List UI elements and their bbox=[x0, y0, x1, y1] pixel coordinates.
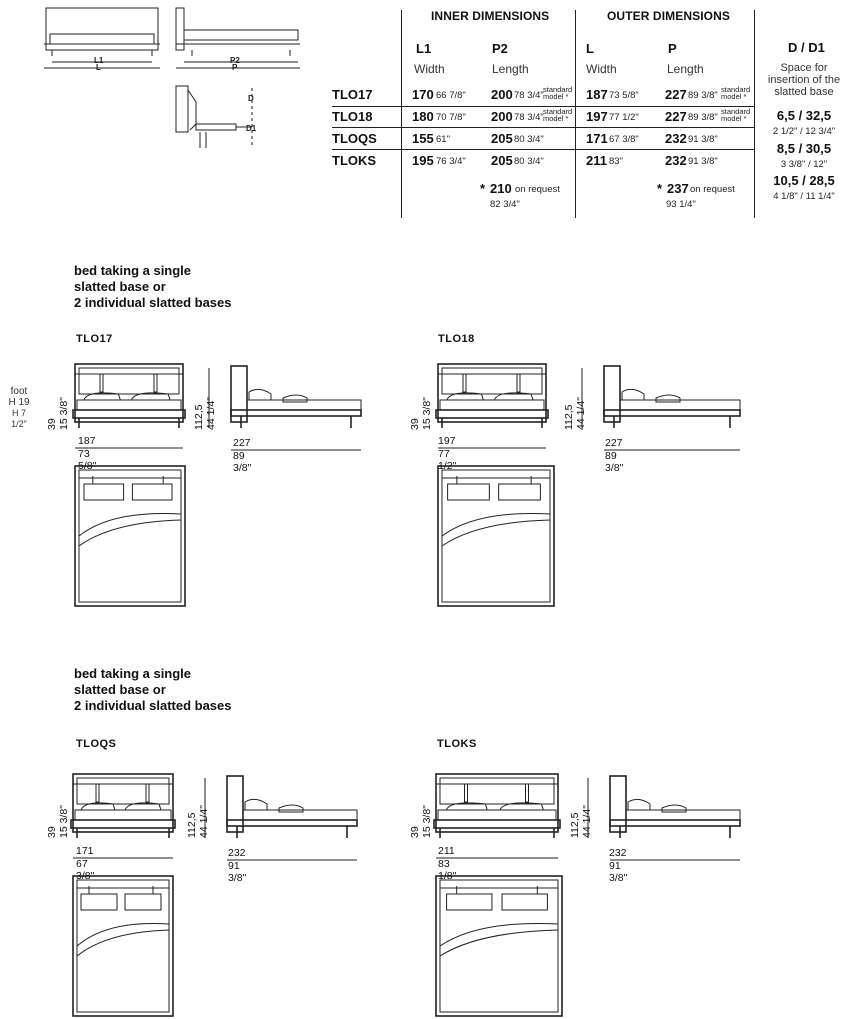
height-in: 15 3/8" bbox=[58, 805, 70, 838]
head-height-cm: 112,5 bbox=[193, 404, 205, 430]
front-strap-left bbox=[96, 784, 99, 802]
plan-duvet-edge bbox=[79, 520, 181, 546]
side-headboard bbox=[227, 776, 243, 832]
caption-line: 2 individual slatted bases bbox=[74, 295, 232, 310]
side-pillow-back bbox=[628, 799, 650, 810]
front-strap-right bbox=[146, 784, 149, 802]
height-cm: 39 bbox=[46, 826, 58, 838]
width-in: 73 5/8" bbox=[78, 448, 97, 472]
plan-frame bbox=[436, 876, 562, 1016]
key-label-p2: P2 bbox=[230, 56, 240, 65]
key-front-mattress bbox=[50, 34, 154, 44]
row-p2-note: standard model * bbox=[543, 85, 573, 101]
head-height-cm: 112,5 bbox=[186, 812, 198, 838]
side-pillow-back bbox=[622, 389, 644, 400]
dd-value-1-in: 2 1/2" / 12 3/4" bbox=[772, 126, 836, 137]
height-in: 15 3/8" bbox=[421, 805, 433, 838]
dd-value-3-in: 4 1/8" / 11 1/4" bbox=[773, 191, 835, 202]
row-l1: 170 bbox=[412, 87, 434, 102]
plan-frame bbox=[75, 466, 185, 606]
table-row bbox=[332, 109, 752, 129]
width-cm: 171 bbox=[76, 845, 94, 857]
model-title: TLO18 bbox=[438, 333, 475, 345]
length-in: 91 3/8" bbox=[228, 860, 247, 884]
front-headboard-frame bbox=[438, 364, 546, 422]
model-drawing bbox=[436, 362, 746, 612]
col-l-sub: Width bbox=[586, 62, 617, 76]
model-title: TLOKS bbox=[437, 738, 477, 750]
row-p-note: standard model * bbox=[721, 85, 751, 101]
head-height-in: 44 1/4" bbox=[581, 805, 593, 838]
front-strap-left bbox=[463, 374, 466, 392]
table-rule-dd bbox=[754, 10, 755, 218]
row-l1: 180 bbox=[412, 109, 434, 124]
row-p-in: 89 3/8" bbox=[688, 90, 718, 101]
front-headboard-frame bbox=[436, 774, 558, 832]
front-headboard-panel bbox=[442, 368, 542, 394]
front-headboard-panel bbox=[79, 368, 179, 394]
row-l1-in: 61" bbox=[436, 134, 450, 145]
side-headboard bbox=[604, 366, 620, 422]
model-drawing bbox=[73, 362, 363, 612]
foot-height-in: H 7 1/2" bbox=[11, 408, 27, 429]
plan-pillow-left bbox=[448, 484, 490, 500]
width-cm: 187 bbox=[78, 435, 96, 447]
row-code: TLO18 bbox=[332, 109, 373, 124]
length-cm: 232 bbox=[609, 847, 627, 859]
key-label-p: P bbox=[232, 63, 238, 72]
plan-pillow-right bbox=[502, 894, 547, 910]
caption-second bbox=[74, 666, 232, 714]
side-base bbox=[227, 820, 357, 826]
side-headboard bbox=[610, 776, 626, 832]
caption-line: slatted base or bbox=[74, 279, 166, 294]
key-side-mattress bbox=[184, 30, 298, 40]
row-p2: 200 bbox=[491, 87, 513, 102]
caption-line: bed taking a single bbox=[74, 666, 192, 681]
caption-line: slatted base or bbox=[74, 682, 166, 697]
row-p2-in: 78 3/4" bbox=[514, 90, 544, 101]
plan-pillow-right bbox=[132, 484, 172, 500]
height-in: 15 3/8" bbox=[421, 397, 433, 430]
plan-mattress bbox=[79, 470, 181, 602]
row-p: 227 bbox=[665, 87, 687, 102]
key-label-d1: D1 bbox=[246, 124, 257, 133]
row-code: TLOKS bbox=[332, 153, 377, 168]
request-p-label: on request bbox=[690, 184, 735, 195]
request-p-star: * bbox=[657, 181, 663, 196]
outer-dimensions-title: OUTER DIMENSIONS bbox=[607, 9, 730, 23]
model-title: TLOQS bbox=[76, 738, 117, 750]
row-p2-in: 80 3/4" bbox=[514, 156, 544, 167]
caption-line: 2 individual slatted bases bbox=[74, 698, 232, 713]
front-headboard-panel bbox=[440, 778, 554, 804]
front-base bbox=[71, 820, 175, 828]
row-l1: 155 bbox=[412, 131, 434, 146]
caption-line: bed taking a single bbox=[74, 263, 192, 278]
row-l1: 195 bbox=[412, 153, 434, 168]
front-base bbox=[73, 410, 185, 418]
col-l-header: L bbox=[586, 41, 594, 56]
model-title: TLO17 bbox=[76, 333, 113, 345]
row-p: 227 bbox=[665, 109, 687, 124]
front-mattress bbox=[77, 400, 181, 410]
row-l: 197 bbox=[586, 109, 608, 124]
row-l1-in: 76 3/4" bbox=[436, 156, 466, 167]
row-l-in: 83" bbox=[609, 156, 623, 167]
key-label-l: L bbox=[96, 63, 101, 72]
plan-mattress bbox=[442, 470, 550, 602]
width-cm: 197 bbox=[438, 435, 456, 447]
front-headboard-panel bbox=[77, 778, 169, 804]
row-p-note: standard model * bbox=[721, 107, 751, 123]
table-row bbox=[332, 131, 752, 151]
width-in: 83 1/8" bbox=[438, 858, 457, 882]
plan-duvet-fold bbox=[442, 513, 550, 536]
plan-frame bbox=[438, 466, 554, 606]
row-p: 232 bbox=[665, 131, 687, 146]
width-in: 77 1/2" bbox=[438, 448, 457, 472]
plan-pillow-right bbox=[125, 894, 161, 910]
head-height-in: 44 1/4" bbox=[198, 805, 210, 838]
request-p2-inches: 82 3/4" bbox=[490, 199, 520, 210]
plan-duvet-edge bbox=[77, 930, 169, 956]
foot-label: foot bbox=[10, 386, 28, 397]
side-pillow-back bbox=[245, 799, 267, 810]
col-p2-header: P2 bbox=[492, 41, 508, 56]
col-dd-header: D / D1 bbox=[788, 40, 825, 55]
dd-value-2: 8,5 / 30,5 bbox=[776, 141, 832, 156]
row-p2: 205 bbox=[491, 153, 513, 168]
length-in: 89 3/8" bbox=[605, 450, 624, 474]
front-headboard-frame bbox=[73, 774, 173, 832]
plan-mattress bbox=[440, 880, 558, 1012]
plan-duvet-edge bbox=[440, 930, 558, 956]
front-mattress bbox=[75, 810, 171, 820]
side-pillow-front bbox=[656, 395, 680, 402]
key-section-base bbox=[196, 124, 236, 130]
key-diagram-svg bbox=[40, 6, 310, 156]
front-mattress bbox=[438, 810, 556, 820]
dd-value-3: 10,5 / 28,5 bbox=[773, 173, 835, 188]
col-p-header: P bbox=[668, 41, 677, 56]
front-strap-right bbox=[517, 374, 520, 392]
side-base bbox=[604, 410, 740, 416]
row-l: 211 bbox=[586, 153, 607, 168]
width-in: 67 3/8" bbox=[76, 858, 95, 882]
front-mattress bbox=[440, 400, 544, 410]
side-pillow-back bbox=[249, 389, 271, 400]
row-l: 171 bbox=[586, 131, 608, 146]
width-cm: 211 bbox=[438, 845, 455, 857]
plan-duvet-fold bbox=[79, 513, 181, 536]
head-height-in: 44 1/4" bbox=[575, 397, 587, 430]
length-cm: 232 bbox=[228, 847, 246, 859]
row-l-in: 77 1/2" bbox=[609, 112, 639, 123]
foot-note bbox=[4, 386, 34, 430]
col-l1-header: L1 bbox=[416, 41, 432, 56]
plan-pillow-left bbox=[84, 484, 124, 500]
caption-first bbox=[74, 263, 232, 311]
col-p-sub: Length bbox=[667, 62, 704, 76]
front-strap-left bbox=[465, 784, 468, 802]
row-p: 232 bbox=[665, 153, 687, 168]
inner-dimensions-title: INNER DIMENSIONS bbox=[431, 9, 550, 23]
height-cm: 39 bbox=[409, 826, 421, 838]
side-base bbox=[610, 820, 740, 826]
row-p2-note: standard model * bbox=[543, 107, 573, 123]
side-pillow-front bbox=[279, 805, 303, 812]
row-l-in: 73 5/8" bbox=[609, 90, 639, 101]
key-label-d: D bbox=[248, 94, 254, 103]
request-p2-value: 210 bbox=[490, 181, 512, 196]
length-cm: 227 bbox=[233, 437, 251, 449]
request-p-inches: 93 1/4" bbox=[666, 199, 696, 210]
model-drawing bbox=[71, 772, 371, 1017]
side-base bbox=[231, 410, 361, 416]
key-section-head bbox=[176, 86, 188, 132]
front-strap-right bbox=[526, 784, 529, 802]
plan-duvet-edge bbox=[442, 520, 550, 546]
col-l1-sub: Width bbox=[414, 62, 445, 76]
front-headboard-frame bbox=[75, 364, 183, 422]
key-label-l1: L1 bbox=[94, 56, 104, 65]
row-p-in: 91 3/8" bbox=[688, 134, 718, 145]
length-in: 91 3/8" bbox=[609, 860, 628, 884]
plan-duvet-fold bbox=[77, 923, 169, 946]
plan-pillow-left bbox=[81, 894, 117, 910]
request-p2-label: on request bbox=[515, 184, 560, 195]
height-cm: 39 bbox=[46, 418, 58, 430]
table-row bbox=[332, 87, 752, 107]
row-p-in: 89 3/8" bbox=[688, 112, 718, 123]
plan-headboard bbox=[442, 470, 550, 478]
request-p-value: 237 bbox=[667, 181, 689, 196]
col-p2-sub: Length bbox=[492, 62, 529, 76]
row-l: 187 bbox=[586, 87, 608, 102]
head-height-cm: 112,5 bbox=[569, 812, 581, 838]
col-dd-sub: Space for insertion of the slatted base bbox=[767, 62, 841, 98]
plan-pillow-left bbox=[447, 894, 492, 910]
length-in: 89 3/8" bbox=[233, 450, 252, 474]
dd-value-2-in: 3 3/8" / 12" bbox=[780, 159, 828, 170]
plan-duvet-fold bbox=[440, 923, 558, 946]
foot-height-cm: H 19 bbox=[8, 397, 30, 408]
side-pillow-front bbox=[283, 395, 307, 402]
head-height-in: 44 1/4" bbox=[205, 397, 217, 430]
head-height-cm: 112,5 bbox=[563, 404, 575, 430]
plan-mattress bbox=[77, 880, 169, 1012]
row-p2: 205 bbox=[491, 131, 513, 146]
row-code: TLO17 bbox=[332, 87, 373, 102]
row-l1-in: 66 7/8" bbox=[436, 90, 466, 101]
plan-headboard bbox=[440, 880, 558, 888]
front-strap-left bbox=[100, 374, 103, 392]
front-base bbox=[436, 410, 548, 418]
length-cm: 227 bbox=[605, 437, 623, 449]
row-p-in: 91 3/8" bbox=[688, 156, 718, 167]
request-p2-star: * bbox=[480, 181, 486, 196]
row-l1-in: 70 7/8" bbox=[436, 112, 466, 123]
row-p2-in: 78 3/4" bbox=[514, 112, 544, 123]
row-p2-in: 80 3/4" bbox=[514, 134, 544, 145]
row-p2: 200 bbox=[491, 109, 513, 124]
side-headboard bbox=[231, 366, 247, 422]
table-row bbox=[332, 153, 752, 173]
row-code: TLOQS bbox=[332, 131, 377, 146]
front-strap-right bbox=[154, 374, 157, 392]
height-cm: 39 bbox=[409, 418, 421, 430]
plan-frame bbox=[73, 876, 173, 1016]
height-in: 15 3/8" bbox=[58, 397, 70, 430]
side-pillow-front bbox=[662, 805, 686, 812]
dd-value-1: 6,5 / 32,5 bbox=[776, 108, 832, 123]
front-base bbox=[434, 820, 560, 828]
plan-pillow-right bbox=[499, 484, 541, 500]
row-l-in: 67 3/8" bbox=[609, 134, 639, 145]
